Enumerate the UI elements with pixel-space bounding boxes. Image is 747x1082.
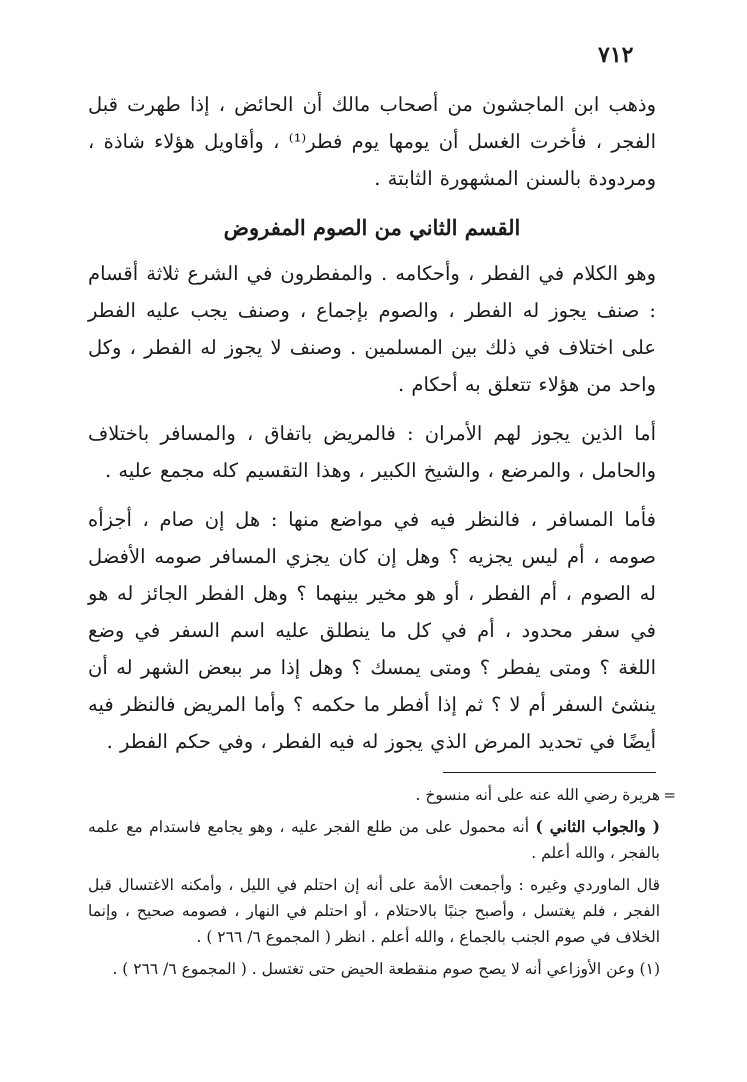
footnote-second-answer-text: أنه محمول على من طلع الفجر عليه ، وهو يجامع فاستدام مع علمه بالفجر ، والله أعلم .: [88, 818, 660, 862]
footnotes: [88, 782, 676, 988]
paragraph-4: فأما المسافر ، فالنظر فيه في مواضع منها : هل إن صام ، أجزأه صومه ، أم ليس يجزيه ؟ وهل إن كان يجزي المسافر صومه الأفضل له الصوم ، أم الفطر ، أو هو مخير بينهما ؟ وهل الفطر الجائز له هو في سفر محدود ، أم في كل ما ينطلق عليه اسم السفر في وضع اللغة ؟ ومتى يفطر ؟ ومتى يمسك ؟ وهل إذا مر ببعض الشهر له أن ينشئ السفر أم لا ؟ ثم إذا أفطر ما حكمه ؟ وأما المريض فالنظر فيه أيضًا في تحديد المرض الذي يجوز له فيه الفطر ، وفي حكم الفطر .: [88, 508, 656, 753]
paragraph-3: أما الذين يجوز لهم الأمران : فالمريض باتفاق ، والمسافر باختلاف والحامل ، والمرضع ، والشيخ الكبير ، وهذا التقسيم كله مجمع عليه .: [88, 422, 656, 482]
continuation-mark: =: [663, 786, 676, 804]
main-text: [88, 86, 656, 772]
paragraph-2: وهو الكلام في الفطر ، وأحكامه . والمفطرون في الشرع ثلاثة أقسام : صنف يجوز له الفطر ، والصوم بإجماع ، وصنف يجب عليه الفطر على اختلاف في ذلك بين المسلمين . وصنف لا يجوز له الفطر ، وكل واحد من هؤلاء تتعلق به أحكام .: [88, 262, 656, 396]
footnote-1: (١) وعن الأوزاعي أنه لا يصح صوم منقطعة الحيض حتى تغتسل . ( المجموع ٦/ ٢٦٦ ) .: [112, 960, 660, 978]
page-number: ٧١٢: [598, 42, 634, 68]
paragraph-1: وذهب ابن الماجشون من أصحاب مالك أن الحائض ، إذا طهرت قبل الفجر ، فأخرت الغسل أن يومها يوم فطر⁽¹⁾ ، وأقاويل هؤلاء شاذة ، ومردودة بالسنن المشهورة الثابتة .: [88, 93, 657, 190]
footnote-label: ( والجواب الثاني ): [535, 817, 660, 836]
footnote-continuation: [88, 782, 676, 808]
footnote-continuation-text: هريرة رضي الله عنه على أنه منسوخ .: [415, 786, 660, 804]
footnote-second-answer: [88, 814, 660, 866]
footnote-divider: [443, 772, 656, 773]
section-heading: القسم الثاني من الصوم المفروض: [223, 215, 521, 240]
footnote-mawardi: قال الماوردي وغيره : وأجمعت الأمة على أنه إن احتلم في الليل ، وأمكنه الاغتسال قبل الفجر ، فلم يغتسل ، وأصبح جنبًا بالاحتلام ، أو احتلم في النهار ، فصومه صحيح ، وإنما الخلاف في صوم الجنب بالجماع ، والله أعلم . انظر ( المجموع ٦/ ٢٦٦ ) .: [88, 876, 660, 946]
